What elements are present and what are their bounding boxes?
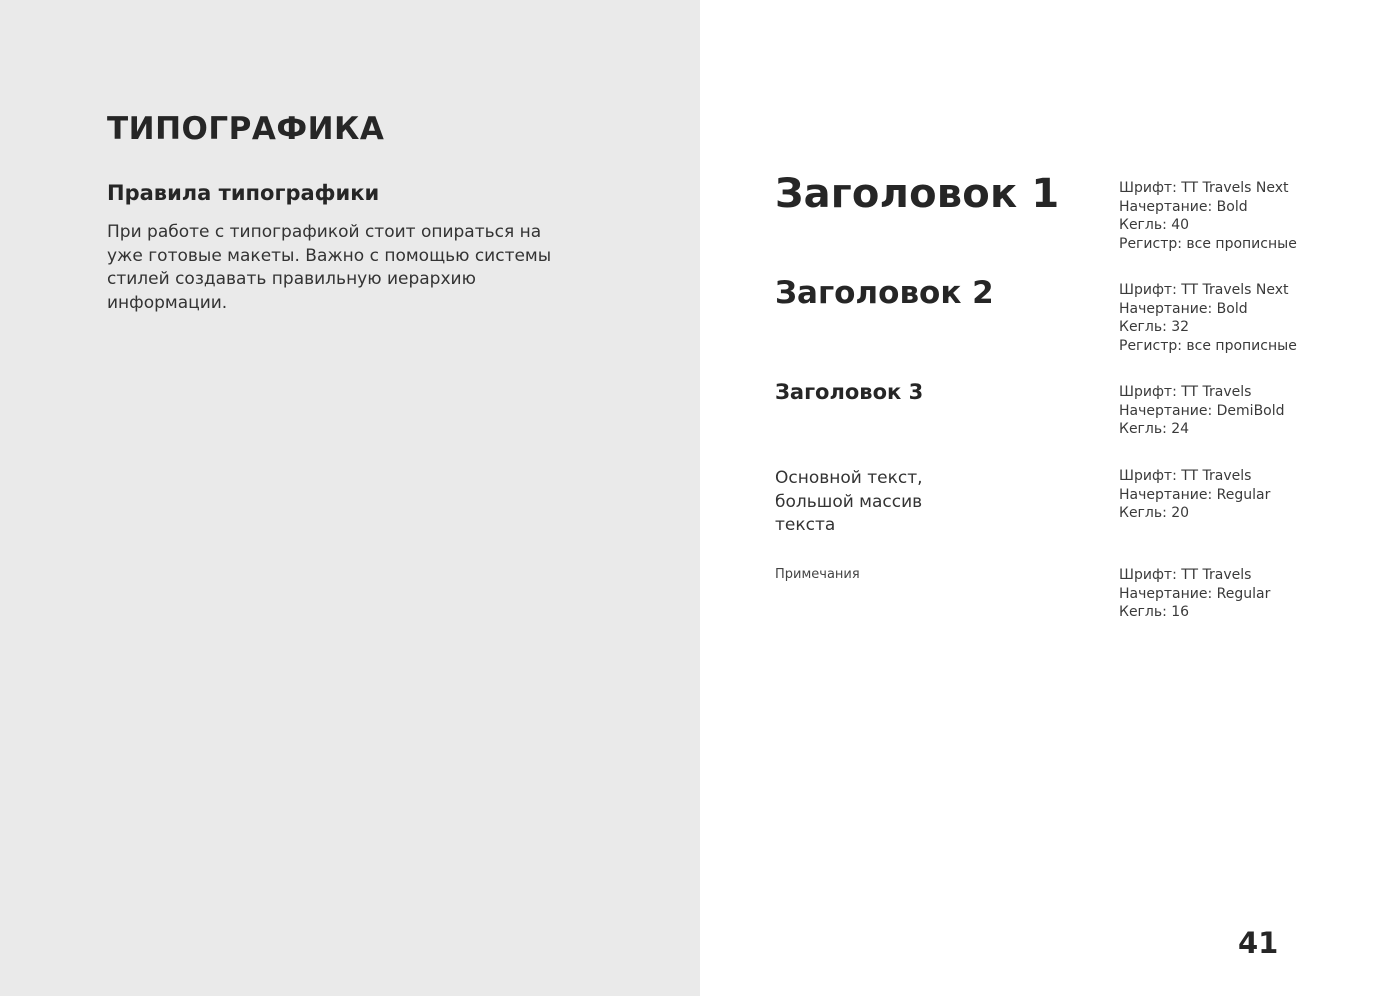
body-text-sample: Основной текст, большой массив текста — [775, 468, 923, 535]
spec-line: Кегль: 16 — [1119, 604, 1190, 620]
spec-line: Шрифт: TT Travels — [1119, 384, 1252, 400]
spec-line: Начертание: Regular — [1119, 486, 1271, 503]
spec-line: Кегль: 20 — [1119, 505, 1190, 521]
heading-3-sample: Заголовок 3 — [775, 380, 924, 404]
spec-line: Шрифт: TT Travels Next — [1119, 282, 1289, 298]
heading-1-specs — [1119, 179, 1389, 253]
body-text-specs — [1119, 467, 1389, 523]
rules-description: При работе с типографикой стоит опираться на уже готовые макеты. Важно с помощью системы стилей создавать правильную иерархию информации. — [107, 222, 552, 313]
spec-line: Начертание: DemiBold — [1119, 402, 1285, 419]
heading-2-sample: Заголовок 2 — [775, 275, 994, 311]
notes-sample: Примечания — [775, 567, 860, 582]
spec-line: Кегль: 24 — [1119, 421, 1190, 437]
spec-line: Регистр: все прописные — [1119, 235, 1297, 252]
section-title: ТИПОГРАФИКА — [107, 111, 385, 147]
heading-2-specs — [1119, 281, 1389, 355]
heading-3-specs — [1119, 383, 1389, 439]
spec-line: Начертание: Regular — [1119, 585, 1271, 602]
spec-line: Регистр: все прописные — [1119, 337, 1297, 354]
heading-1-sample: Заголовок 1 — [775, 171, 1060, 217]
spec-line: Шрифт: TT Travels Next — [1119, 180, 1289, 196]
page-number: 41 — [1238, 926, 1279, 960]
spec-line: Кегль: 32 — [1119, 319, 1190, 335]
spec-line: Начертание: Bold — [1119, 198, 1248, 215]
spec-line: Кегль: 40 — [1119, 217, 1190, 233]
rules-heading: Правила типографики — [107, 181, 380, 205]
spec-line: Шрифт: TT Travels — [1119, 468, 1252, 484]
spec-line: Начертание: Bold — [1119, 300, 1248, 317]
spec-line: Шрифт: TT Travels — [1119, 567, 1252, 583]
notes-specs — [1119, 566, 1389, 622]
